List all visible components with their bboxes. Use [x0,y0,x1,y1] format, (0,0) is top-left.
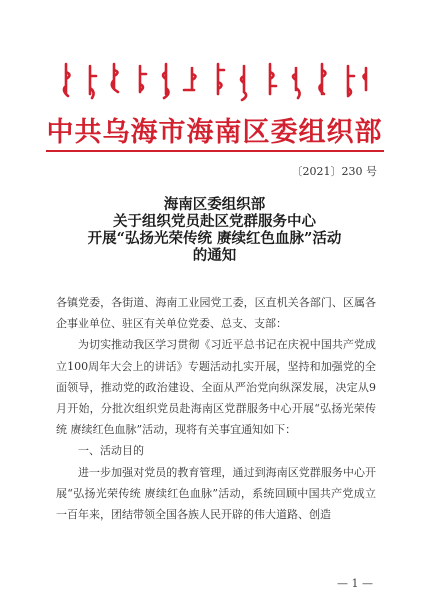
letterhead-org-name: 中共乌海市海南区委组织部 [46,117,383,148]
page-number: — 1 — [337,577,373,590]
letterhead-red-rule [46,150,384,152]
heading-line: 开展“弘扬光荣传统 赓续红色血脉”活动 [87,230,342,247]
intro-paragraph: 为切实推动我区学习贯彻《习近平总书记在庆祝中国共产党成立100周年大会上的讲话》专题活动扎实开展，坚持和加强党的全面领导，推动党的政治建设、全面从严治党向纵深发展，决定从9月开始，分批次组织党员赴海南区党群服务中心开展“弘扬光荣传统 赓续红色血脉”活动，现将有关事宜通知如下： [56,338,376,437]
notice-body [56,292,376,525]
mongolian-script-logo [60,58,372,106]
section-heading: 一、活动目的 [78,444,144,458]
addressee-paragraph: 各镇党委，各街道、海南工业园党工委，区直机关各部门、区属各企事业单位、驻区有关单位党委、总支、支部： [56,296,376,331]
document-number: 〔2021〕230 号 [291,165,377,178]
heading-line: 的通知 [192,247,237,264]
notice-heading [0,196,429,264]
section-paragraph: 进一步加强对党员的教育管理，通过到海南区党群服务中心开展“弘扬光荣传统 赓续红色血脉”活动，系统回顾中国共产党成立一百年来，团结带领全国各族人民开辟的伟大道路、创造 [56,465,376,522]
heading-line: 海南区委组织部 [163,196,266,213]
heading-line: 关于组织党员赴区党群服务中心 [113,213,316,230]
